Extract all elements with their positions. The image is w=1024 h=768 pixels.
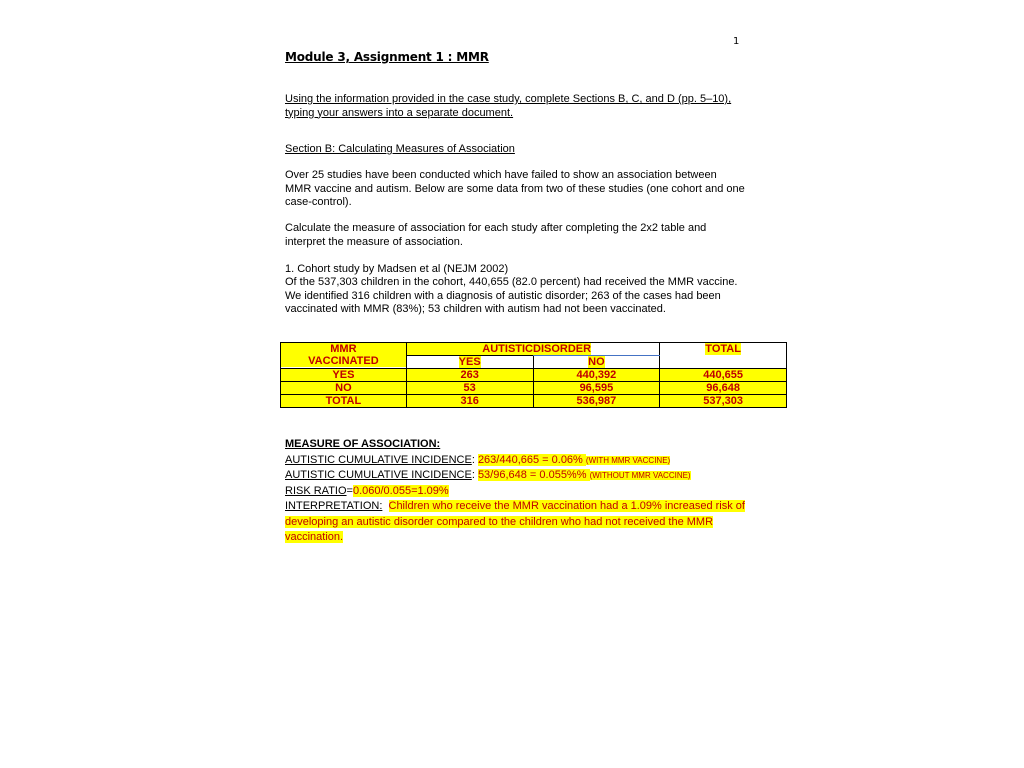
- no-col-header: [533, 356, 660, 369]
- row-label: TOTAL: [281, 395, 407, 408]
- yes-col-label: YES: [458, 356, 481, 368]
- mmr-vaccinated-header: [281, 343, 407, 369]
- cell-no: 536,987: [533, 395, 660, 408]
- total-label: TOTAL: [705, 343, 741, 355]
- cell-total: 537,303: [660, 395, 787, 408]
- interpretation-text: Children who receive the MMR vaccination had a 1.09% increased risk of developing an autistic disorder compared to the children who had not received the MMR vaccination.: [285, 500, 745, 543]
- section-b-paragraph-1: Over 25 studies have been conducted which have failed to show an association between MMR vaccine and autism. Below are some data from two of these studies (one cohort and one case-control).: [285, 169, 745, 208]
- measure-line-3: RISK RATIO=0.060/0.055=1.09%: [285, 484, 449, 497]
- line1-note: (WITH MMR VACCINE): [585, 455, 671, 465]
- yes-col-header: [406, 356, 533, 369]
- study-title: 1. Cohort study by Madsen et al (NEJM 2002): [285, 263, 509, 275]
- cell-yes: 53: [406, 382, 533, 395]
- vaccinated-label: VACCINATED: [281, 355, 406, 367]
- cell-total: 96,648: [660, 382, 787, 395]
- line1-value: 263/440,665 = 0.06%: [477, 453, 583, 466]
- line3-label: RISK RATIO: [285, 484, 347, 497]
- line2-label: AUTISTIC CUMULATIVE INCIDENCE: [285, 469, 472, 481]
- no-col-label: NO: [588, 356, 605, 368]
- line2-note: (WITHOUT MMR VACCINE): [589, 471, 691, 480]
- row-label: NO: [281, 382, 407, 395]
- autistic-header: AUTISTIC: [406, 343, 533, 356]
- cell-no: 440,392: [533, 369, 660, 382]
- line2-value: 53/96,648 = 0.055%%: [477, 469, 587, 481]
- measure-heading: MEASURE OF ASSOCIATION:: [285, 438, 441, 450]
- section-b-paragraph-2: Calculate the measure of association for each study after completing the 2x2 table and interpret the measure of association.: [285, 222, 707, 248]
- mmr-label: MMR: [281, 343, 406, 355]
- contingency-table: [280, 342, 787, 408]
- cell-yes: 316: [406, 395, 533, 408]
- table-row: [281, 395, 787, 408]
- interpretation-label: INTERPRETATION:: [285, 500, 383, 512]
- total-header: [660, 343, 787, 369]
- table-row: [281, 369, 787, 382]
- interpretation: [285, 499, 755, 546]
- measure-of-association: [285, 437, 755, 546]
- page-title: Module 3, Assignment 1 : MMR: [285, 50, 489, 64]
- line1-label: AUTISTIC CUMULATIVE INCIDENCE: [285, 453, 472, 466]
- cell-no: 96,595: [533, 382, 660, 395]
- line3-value: 0.060/0.055=1.09%: [352, 484, 449, 497]
- study-body: Of the 537,303 children in the cohort, 440,655 (82.0 percent) had received the MMR vaccine. We identified 316 children with a diagnosis of autistic disorder; 263 of the cases had been vaccinated with MMR (83%); 53 children with autism had not been vaccinated.: [285, 276, 738, 315]
- instructions: Using the information provided in the case study, complete Sections B, C, and D (pp. 5–10), typing your answers into a separate document.: [285, 93, 732, 119]
- disorder-header: [533, 343, 660, 356]
- measure-line-1: AUTISTIC CUMULATIVE INCIDENCE: 263/440,665 = 0.06% (WITH MMR VACCINE): [285, 453, 671, 466]
- page-number: 1: [733, 36, 740, 47]
- row-label: YES: [281, 369, 407, 382]
- measure-line-2: AUTISTIC CUMULATIVE INCIDENCE: 53/96,648 = 0.055%% (WITHOUT MMR VACCINE): [285, 469, 691, 481]
- section-b-heading: Section B: Calculating Measures of Association: [285, 143, 515, 155]
- table-row: [281, 382, 787, 395]
- cell-total: 440,655: [660, 369, 787, 382]
- cell-yes: 263: [406, 369, 533, 382]
- disorder-label: DISORDER: [533, 343, 592, 355]
